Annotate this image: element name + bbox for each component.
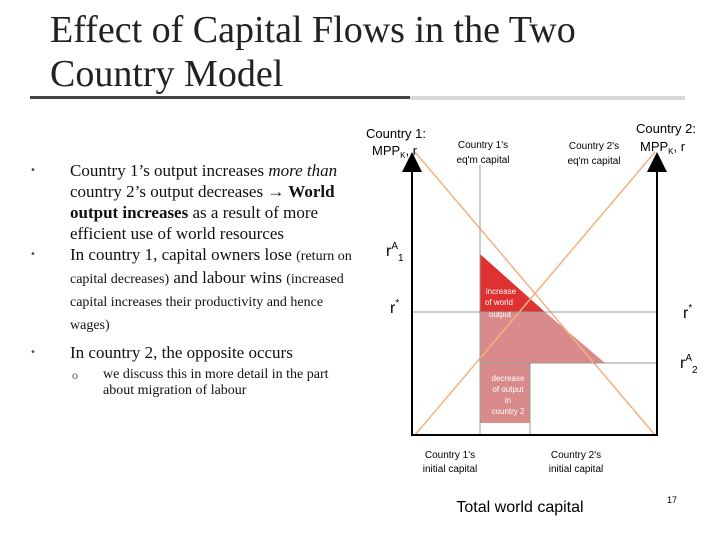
decrease-label-line1: decrease [491, 374, 525, 383]
rA1-label: $r^A_1$ [386, 241, 404, 264]
c2-initial-capital-line1: Country 2's [550, 450, 602, 461]
bullet-1-emphasis: more than [268, 161, 338, 180]
bullet-1-bold: → World output increases [70, 182, 335, 222]
bullet-1-text-b: country 2’s output decreases [70, 182, 268, 201]
c1-initial-capital-line2: initial capital [422, 464, 478, 475]
bullet-1-text-c: as a result of more efficient use of world resources [70, 203, 319, 243]
increase-label-line1: increase [485, 287, 517, 296]
c1-eq-capital-label-line2: eq'm capital [456, 155, 510, 166]
bullet-2-text-a: In country 1, capital owners lose [70, 245, 297, 264]
c2-initial-capital-line2: initial capital [548, 464, 604, 475]
rA2-label: $r^A_2$ [680, 353, 698, 376]
r-star-left-label: r* [390, 298, 400, 317]
x-axis-label: Total world capital [456, 499, 584, 516]
decrease-label-line2: of output [492, 385, 524, 394]
c2-eq-capital-label-line2: eq'm capital [567, 156, 621, 167]
slide-title: Effect of Capital Flows in the Two Country Model [50, 9, 576, 95]
c2-eq-capital-label-line1: Country 2's [568, 141, 620, 152]
c1-eq-capital-label-line1: Country 1's [457, 140, 509, 151]
bullet-1-text-a: Country 1’s output increases [70, 161, 269, 180]
r-star-right-label: r* [683, 303, 693, 322]
page-number: 17 [666, 495, 678, 505]
country-2-axis-label-line2: $MPP_K$, r [640, 139, 686, 156]
c1-initial-capital-line1: Country 1's [424, 450, 476, 461]
sub-bullet-dot-icon: o [72, 368, 78, 382]
country-2-axis-label-line1: Country 2: [636, 121, 696, 136]
bullet-2-small-b: (increased capital increases their productivity and hence wages) [70, 272, 344, 333]
bullet-3-text: In country 2, the opposite occurs [70, 343, 293, 362]
sub-bullet-1-text: we discuss this in more detail in the part about migration of labour [103, 367, 329, 398]
decrease-label-line3: in [504, 396, 512, 405]
increase-label-line3: output [488, 310, 512, 319]
decrease-output-country-2-region [480, 312, 605, 363]
decrease-label-line4: country 2 [491, 407, 525, 416]
bullet-2-text-b: and labour wins [169, 268, 287, 287]
country-1-axis-label-line2: $MPP_K$, r [372, 143, 418, 160]
bullet-dot-icon: • [30, 165, 36, 176]
increase-label-line2: of world [484, 298, 514, 307]
bullet-2-small-a: (return on capital decreases) [70, 249, 352, 287]
bullet-dot-icon: • [30, 249, 36, 260]
bullet-dot-icon: • [30, 347, 36, 358]
country-1-axis-label-line1: Country 1: [366, 126, 426, 141]
